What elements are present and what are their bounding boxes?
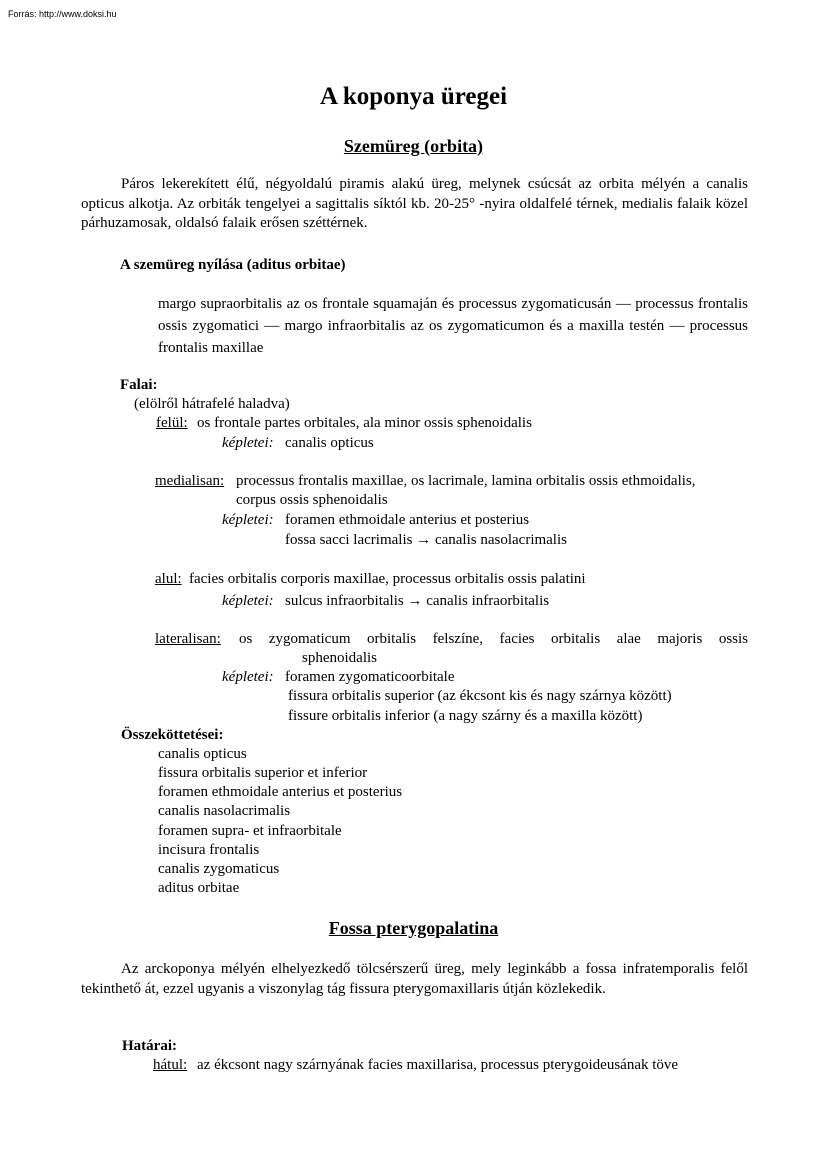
section-heading-fossa: Fossa pterygopalatina [328,918,499,938]
aditus-heading: A szemüreg nyílása (aditus orbitae) [120,257,346,273]
upper-wall-label: felül: [156,415,188,431]
medial-formations-label: képletei: [222,512,274,528]
upper-formations-label: képletei: [222,435,274,451]
medial-formations-text-1: foramen ethmoidale anterius et posterius [285,512,530,528]
back-border-text: az ékcsont nagy szárnyának facies maxillarisa, processus pterygoideusának töve [197,1057,679,1073]
connection-item: fissura orbitalis superior et inferior [158,765,368,781]
lower-formations-text: sulcus infraorbitalis → canalis infraorbitalis [285,593,550,609]
lateral-wall-text-2: sphenoidalis [302,650,377,666]
upper-formations-text: canalis opticus [285,435,374,451]
page-title: A koponya üregei [319,83,508,110]
connection-item: canalis zygomaticus [158,861,280,877]
connection-item: foramen supra- et infraorbitale [158,823,342,839]
connection-item: canalis opticus [158,746,247,762]
connections-heading: Összeköttetései: [121,727,224,743]
medial-wall-text-2: corpus ossis sphenoidalis [236,492,388,508]
connection-item: foramen ethmoidale anterius et posterius [158,784,403,800]
medial-wall-text-1: processus frontalis maxillae, os lacrimale, lamina orbitalis ossis ethmoidalis, [236,473,696,489]
upper-wall-text: os frontale partes orbitales, ala minor ossis sphenoidalis [197,415,532,431]
lateral-wall-label: lateralisan: [155,631,221,647]
lateral-formations-label: képletei: [222,669,274,685]
connection-item: canalis nasolacrimalis [158,803,291,819]
section-heading-orbita: Szemüreg (orbita) [343,136,484,156]
connection-item: aditus orbitae [158,880,240,896]
lower-wall-label: alul: [155,571,182,587]
connection-item: incisura frontalis [158,842,260,858]
medial-wall-label: medialisan: [155,473,225,489]
lower-wall-text: facies orbitalis corporis maxillae, processus orbitalis ossis palatini [189,571,586,587]
orbita-intro-paragraph: Páros lekerekített élű, négyoldalú piramis alakú üreg, melynek csúcsát az orbita mélyén a canalis opticus alkotja. Az orbiták tengelyei a sagittalis síktól kb. 20-25° -nyira oldalfelé térnek, medialis falaik közel párhuzamosak, oldalsó falaik erősen széttérnek. [81,176,748,231]
lateral-wall-text-1: os zygomaticum orbitalis felszíne, facies orbitalis alae majoris ossis [239,631,748,647]
lower-formations-label: képletei: [222,593,274,609]
medial-formations-text-2: fossa sacci lacrimalis → canalis nasolacrimalis [285,532,567,548]
source-note: Forrás: http://www.doksi.hu [8,9,117,19]
borders-heading: Határai: [122,1038,177,1054]
lateral-formations-text-1: foramen zygomaticoorbitale [285,669,455,685]
back-border-label: hátul: [153,1057,188,1073]
aditus-paragraph: margo supraorbitalis az os frontale squamaján és processus zygomaticusán — processus frontalis ossis zygomatici — margo infraorbitalis az os zygomaticumon és a maxilla testén — processus frontalis maxillae [158,296,748,356]
lateral-formations-text-2: fissura orbitalis superior (az ékcsont kis és nagy szárnya között) [288,688,672,704]
fossa-intro-paragraph: Az arckoponya mélyén elhelyezkedő tölcsérszerű üreg, mely leginkább a fossa infratemporalis felől tekinthető át, ezzel ugyanis a viszonylag tág fissura pterygomaxillaris útján közlekedik. [81,961,748,997]
lateral-formations-text-3: fissure orbitalis inferior (a nagy szárny és a maxilla között) [288,708,643,724]
walls-heading: Falai: [120,377,158,393]
walls-note: (elölről hátrafelé haladva) [134,396,290,412]
